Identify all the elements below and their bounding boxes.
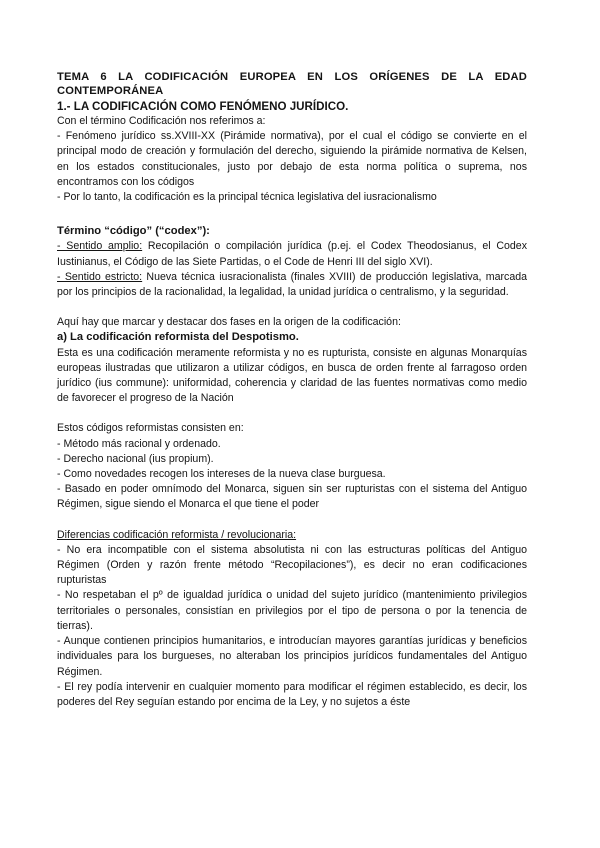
section-heading: 1.- LA CODIFICACIÓN COMO FENÓMENO JURÍDICO.: [57, 100, 349, 113]
paragraph-bullet: - Fenómeno jurídico ss.XVIII-XX (Pirámide normativa), por el cual el código se convierte en el principal modo de creación y formulación del derecho, siguiendo la pirámide normativa de Kelsen, en los estados constitucionales, justo por debajo de esta norma política o suprema, nos encontramos con los códigos: [57, 130, 527, 188]
term-heading: Término “código” (“codex”):: [57, 225, 210, 238]
section-intro: Con el término Codificación nos referimos a:: [57, 115, 266, 127]
differences-heading: Diferencias codificación reformista / revolucionaria:: [57, 528, 297, 541]
term-broad: [57, 239, 527, 269]
reformist-item: - Como novedades recogen los intereses de la nueva clase burguesa.: [57, 468, 386, 481]
difference-item: - Aunque contienen principios humanitarios, e introducían mayores garantías jurídicas y beneficios individuales para los burgueses, no alteraban los principios jurídicos fundamentales del Antiguo Régimen.: [57, 635, 527, 678]
phases-intro: Aquí hay que marcar y destacar dos fases en la origen de la codificación:: [57, 316, 401, 329]
reformist-item: - Derecho nacional (ius propium).: [57, 452, 214, 465]
difference-item: - El rey podía intervenir en cualquier momento para modificar el régimen establecido, es decir, los poderes del Rey seguían estando por encima de la Ley, y no sujetos a éste: [57, 680, 527, 708]
term-strict-text: Nueva técnica iusracionalista (finales XVIII) de producción legislativa, marcada por los principios de la racionalidad, la legalidad, la unidad jurídica o centralismo, y la seguridad.: [57, 270, 528, 299]
term-broad-text: Recopilación o compilación jurídica (p.ej. el Codex Theodosianus, el Codex Iustinianus, el Código de las Siete Partidas, o el Code de Henri III del siglo XVI).: [57, 240, 527, 268]
title-line-2: CONTEMPORÁNEA: [57, 85, 164, 97]
term-strict: [57, 270, 527, 300]
reformist-item: - Método más racional y ordenado.: [57, 437, 221, 450]
paragraph-bullet: - Por lo tanto, la codificación es la principal técnica legislativa del iusracionalismo: [57, 191, 437, 204]
term-strict-label: - Sentido estricto:: [57, 270, 143, 283]
phase-a-paragraph: Esta es una codificación meramente reformista y no es rupturista, consiste en algunas Monarquías europeas ilustradas que utilizaron a utilizar códigos, en busca de orden frente al farragoso orden jurídico (ius commune): uniformidad, coherencia y claridad de las fuentes normativas como medio de favorecer el progreso de la Nación: [57, 346, 527, 405]
document-page: [57, 70, 527, 710]
difference-item: - No era incompatible con el sistema absolutista ni con las estructuras políticas del Antiguo Régimen (Orden y razón frente método “Recopilaciones”), es decir no eran codificaciones rupturistas: [57, 543, 527, 587]
reformist-intro: Estos códigos reformistas consisten en:: [57, 422, 244, 435]
difference-item: - No respetaban el pº de igualdad jurídica o unidad del sujeto jurídico (mantenimiento privilegios territoriales o personales, consistían en privilegios por el tipo de persona o por la tenencia de tierras).: [57, 589, 527, 632]
term-broad-label: - Sentido amplio:: [57, 240, 143, 253]
document-title: [57, 70, 527, 98]
title-line-1: TEMA 6 LA CODIFICACIÓN EUROPEA EN LOS ORÍGENES DE LA EDAD: [57, 71, 527, 83]
phase-a-heading: a) La codificación reformista del Despotismo.: [57, 331, 299, 344]
reformist-item: - Basado en poder omnímodo del Monarca, siguen sin ser rupturistas con el sistema del Antiguo Régimen, sigue siendo el Monarca el que tiene el poder: [57, 483, 527, 511]
